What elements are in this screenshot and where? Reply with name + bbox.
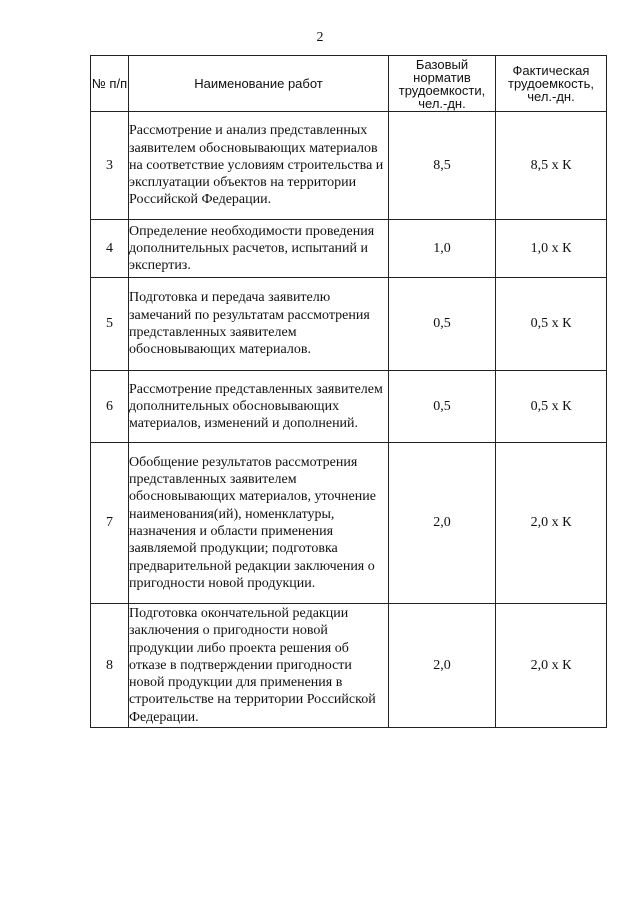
row-number: 6	[91, 371, 129, 443]
page-number: 2	[316, 30, 324, 45]
actual-labor-value: 2,0 х К	[496, 604, 607, 728]
table-row	[91, 220, 607, 278]
base-norm-value: 1,0	[389, 220, 496, 278]
table-row	[91, 443, 607, 604]
header-work-name: Наименование работ	[129, 56, 389, 112]
table-row	[91, 604, 607, 728]
work-name: Подготовка и передача заявителю замечаний по результатам рассмотрения представленных заявителем обосновывающих материалов.	[129, 278, 389, 371]
work-name: Рассмотрение представленных заявителем дополнительных обосновывающих материалов, изменений и дополнений.	[129, 371, 389, 443]
actual-labor-value: 2,0 х К	[496, 443, 607, 604]
work-name: Рассмотрение и анализ представленных заявителем обосновывающих материалов на соответствие условиям строительства и эксплуатации объектов на территории Российской Федерации.	[129, 112, 389, 220]
actual-labor-value: 8,5 х К	[496, 112, 607, 220]
base-norm-value: 2,0	[389, 443, 496, 604]
actual-labor-value: 0,5 х К	[496, 371, 607, 443]
works-table	[90, 55, 607, 728]
row-number: 5	[91, 278, 129, 371]
table-row	[91, 112, 607, 220]
table-header-row	[91, 56, 607, 112]
row-number: 3	[91, 112, 129, 220]
row-number: 7	[91, 443, 129, 604]
base-norm-value: 2,0	[389, 604, 496, 728]
header-actual-labor: Фактическая трудоемкость, чел.-дн.	[496, 56, 607, 112]
table-row	[91, 278, 607, 371]
row-number: 8	[91, 604, 129, 728]
actual-labor-value: 1,0 х К	[496, 220, 607, 278]
work-name: Подготовка окончательной редакции заключения о пригодности новой продукции либо проекта решения об отказе в подтверждении пригодности новой продукции для применения в строительстве на территории Российской Федерации.	[129, 604, 389, 728]
header-number: № п/п	[91, 56, 129, 112]
table-row	[91, 371, 607, 443]
base-norm-value: 0,5	[389, 278, 496, 371]
base-norm-value: 8,5	[389, 112, 496, 220]
header-base-norm: Базовый норматив трудоемкости, чел.-дн.	[389, 56, 496, 112]
work-name: Определение необходимости проведения дополнительных расчетов, испытаний и экспертиз.	[129, 220, 389, 278]
actual-labor-value: 0,5 х К	[496, 278, 607, 371]
work-name: Обобщение результатов рассмотрения представленных заявителем обосновывающих материалов, уточнение наименования(ий), номенклатуры, назначения и области применения заявляемой продукции; подготовка предварительной редакции заключения о пригодности новой продукции.	[129, 443, 389, 604]
row-number: 4	[91, 220, 129, 278]
base-norm-value: 0,5	[389, 371, 496, 443]
